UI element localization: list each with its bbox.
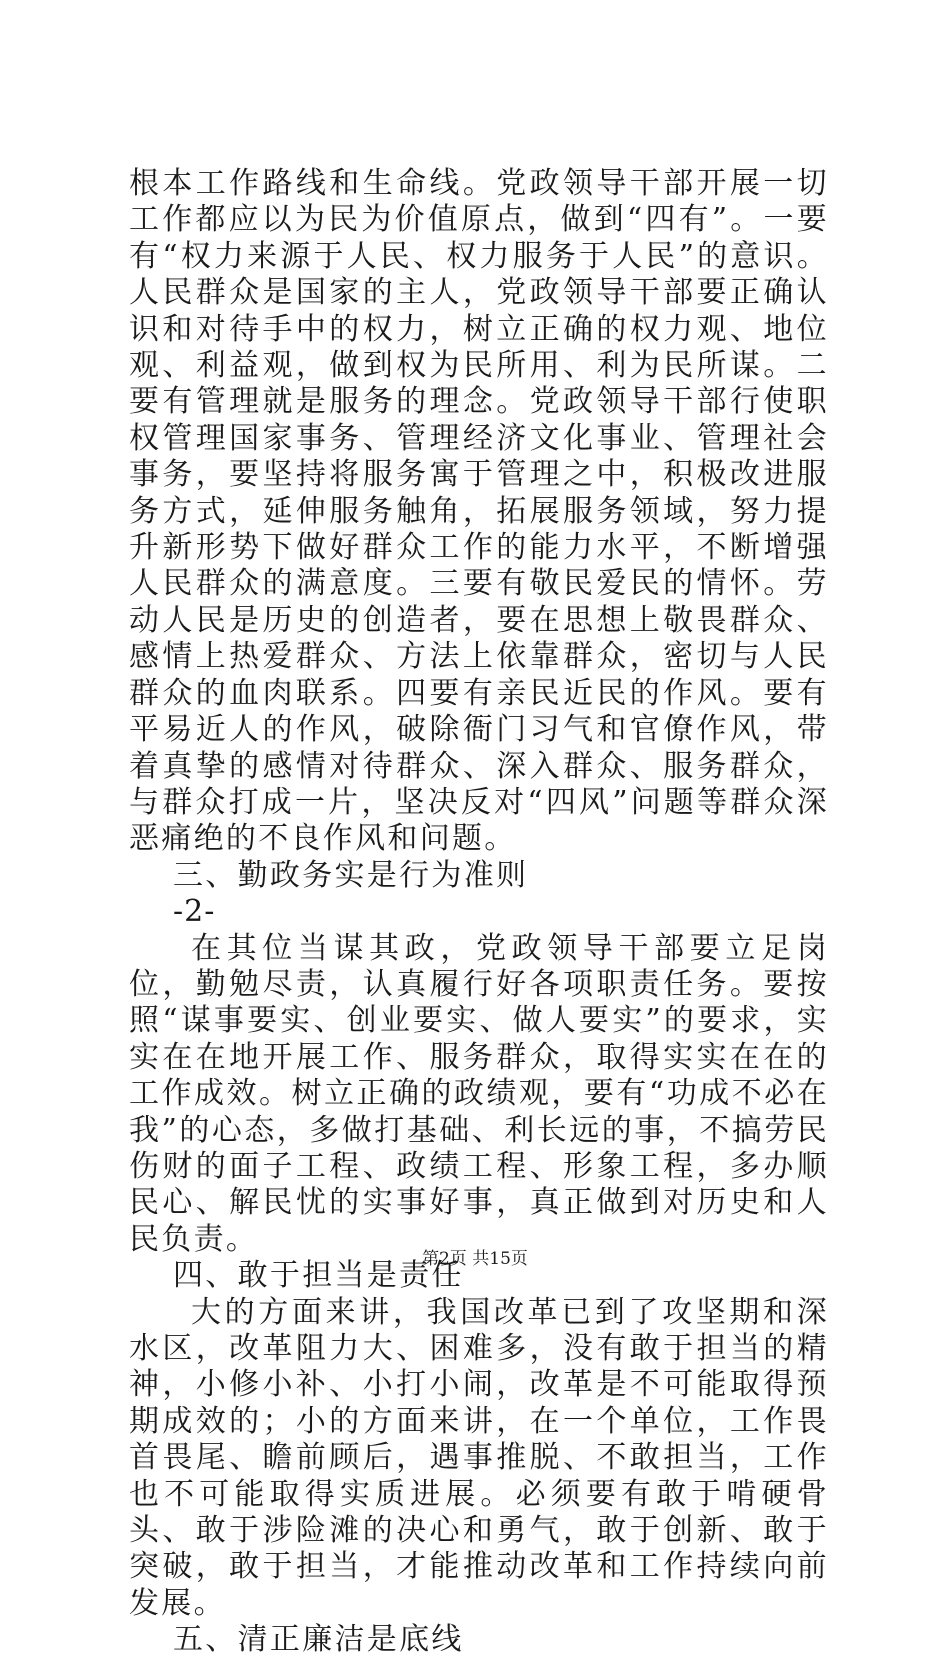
page-number-marker: -2- — [173, 894, 216, 930]
paragraph-responsibility: 大的方面来讲，我国改革已到了攻坚期和深水区，改革阻力大、困难多，没有敢于担当的精神，小修小补、小打小闹，改革是不可能取得预期成效的；小的方面来讲，在一个单位，工作畏首畏尾、瞻前顾后，遇事推脱、不敢担当，工作也不可能取得实质进展。必须要有敢于啃硬骨头、敢于涉险滩的决心和勇气，敢于创新、敢于突破，敢于担当，才能推动改革和工作持续向前发展。 — [129, 1294, 829, 1621]
section-heading-4: 四、敢于担当是责任 — [173, 1258, 464, 1294]
page-footer: 第2页 共15页 — [422, 1249, 528, 1269]
section-heading-5: 五、清正廉洁是底线 — [173, 1622, 464, 1658]
section-heading-3: 三、勤政务实是行为准则 — [173, 857, 529, 893]
paragraph-diligence: 在其位当谋其政，党政领导干部要立足岗位，勤勉尽责，认真履行好各项职责任务。要按照“谋事要实、创业要实、做人要实”的要求，实实在在地开展工作、服务群众，取得实实在在的工作成效。树立正确的政绩观，要有“功成不必在我”的心态，多做打基础、利长远的事，不搞劳民伤财的面子工程、政绩工程、形象工程，多办顺民心、解民忧的实事好事，真正做到对历史和人民负责。 — [129, 930, 829, 1257]
document-body — [129, 166, 829, 1659]
paragraph-people-centered: 根本工作路线和生命线。党政领导干部开展一切工作都应以为民为价值原点，做到“四有”。一要有“权力来源于人民、权力服务于人民”的意识。人民群众是国家的主人，党政领导干部要正确认识和对待手中的权力，树立正确的权力观、地位观、利益观，做到权为民所用、利为民所谋。二要有管理就是服务的理念。党政领导干部行使职权管理国家事务、管理经济文化事业、管理社会事务，要坚持将服务寓于管理之中，积极改进服务方式，延伸服务触角，拓展服务领域，努力提升新形势下做好群众工作的能力水平，不断增强人民群众的满意度。三要有敬民爱民的情怀。劳动人民是历史的创造者，要在思想上敬畏群众、感情上热爱群众、方法上依靠群众，密切与人民群众的血肉联系。四要有亲民近民的作风。要有平易近人的作风，破除衙门习气和官僚作风，带着真挚的感情对待群众、深入群众、服务群众，与群众打成一片，坚决反对“四风”问题等群众深恶痛绝的不良作风和问题。 — [129, 166, 829, 857]
